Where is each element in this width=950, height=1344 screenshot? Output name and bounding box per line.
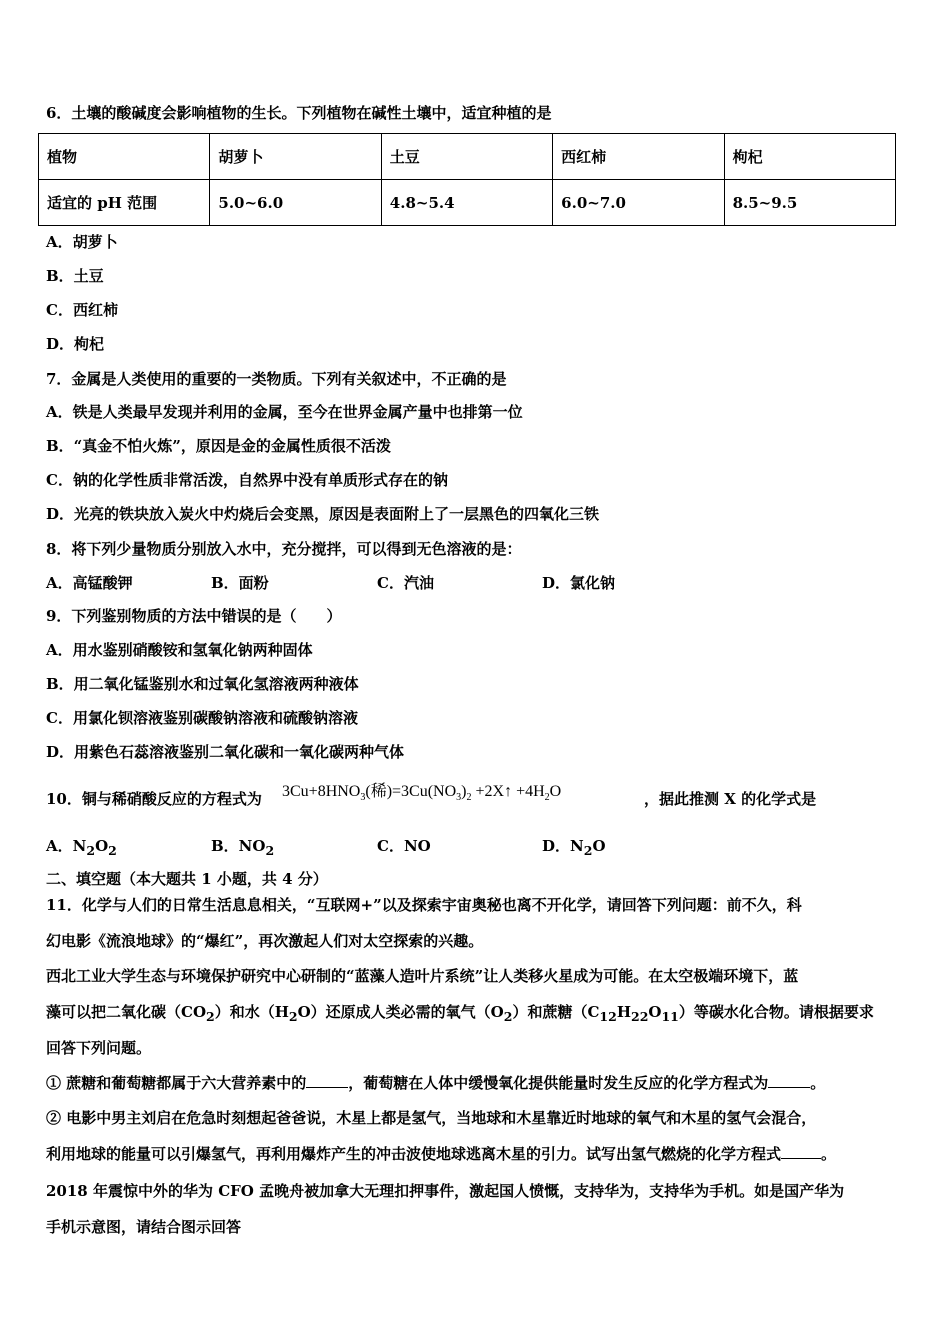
eq-part: O [549,783,562,800]
q6-option-b: B．土豆 [46,267,104,285]
q11-line1: 11．化学与人们的日常生活息息相关，“互联网+”以及探索宇宙奥秘也离不开化学，请回答下列问题：前不久，科 [46,896,802,914]
q9-stem: 9．下列鉴别物质的方法中错误的是（ ） [46,607,342,625]
ph-table [38,133,896,226]
table-cell: 8.5~9.5 [724,180,895,226]
section2-heading: 二、填空题（本大题共 1 小题，共 4 分） [46,870,328,888]
q11-item1 [46,1073,825,1093]
q11-line7: 手机示意图，请结合图示回答 [46,1218,242,1236]
opt-sub: 2 [583,843,593,858]
eq-sub: 3 [360,792,366,804]
opt-text: O [95,837,109,855]
answer-blank[interactable] [781,1158,821,1159]
q10-equation [282,778,561,803]
q8-option-c: C．汽油 [377,574,434,592]
q9-option-b: B．用二氧化锰鉴别水和过氧化氢溶液两种液体 [46,675,359,693]
eq-part: +2X↑ +4H [471,783,545,800]
text: 藻可以把二氧化碳（CO [46,1003,207,1021]
q10-stem-before: 10．铜与稀硝酸反应的方程式为 [46,790,262,808]
table-cell: 枸杞 [724,134,895,180]
q10-option-d [542,835,606,858]
opt-sub: 2 [86,843,96,858]
q9-option-c: C．用氯化钡溶液鉴别碳酸钠溶液和硫酸钠溶液 [46,709,358,727]
opt-text: A．N [46,837,87,855]
table-cell: 适宜的 pH 范围 [39,180,210,226]
table-cell: 西红柿 [553,134,724,180]
q6-option-a: A．胡萝卜 [46,233,118,251]
q11-item2-line1: ② 电影中男主刘启在危急时刻想起爸爸说，木星上都是氢气，当地球和木星靠近时地球的氧气和木星的氢气会混合， [46,1109,817,1127]
eq-sub: 3 [456,792,462,804]
table-cell: 5.0~6.0 [210,180,381,226]
opt-text: O [592,837,606,855]
sub: 2 [288,1009,298,1024]
q6-option-d: D．枸杞 [46,335,105,353]
eq-sub: 2 [466,792,472,804]
q9-option-a: A．用水鉴别硝酸铵和氢氧化钠两种固体 [46,641,313,659]
table-cell: 土豆 [381,134,552,180]
sub: 2 [503,1009,513,1024]
q10-option-b [211,835,274,858]
sub: 11 [661,1009,679,1024]
q9-option-d: D．用紫色石蕊溶液鉴别二氧化碳和一氧化碳两种气体 [46,743,405,761]
opt-text: B．NO [211,837,266,855]
opt-text: C．NO [377,837,431,855]
q10-option-c [377,835,431,856]
q11-line2: 幻电影《流浪地球》的“爆红”，再次激起人们对太空探索的兴趣。 [46,932,484,950]
text: 。 [810,1074,826,1092]
q6-option-c: C．西红柿 [46,301,118,319]
q11-line5: 回答下列问题。 [46,1039,152,1057]
text: O）还原成人类必需的氧气（O [297,1003,504,1021]
q7-option-b: B．“真金不怕火炼”，原因是金的金属性质很不活泼 [46,437,391,455]
q10-option-a [46,835,117,858]
text: ，葡萄糖在人体中缓慢氧化提供能量时发生反应的化学方程式为 [348,1074,769,1092]
text: ）等碳水化合物。请根据要求 [678,1003,874,1021]
q7-option-c: C．钠的化学性质非常活泼，自然界中没有单质形式存在的钠 [46,471,448,489]
eq-part: (稀)=3Cu(NO [365,783,457,800]
text: H [616,1003,631,1021]
opt-sub: 2 [265,843,275,858]
q10-stem-after: ，据此推测 X 的化学式是 [644,790,817,808]
sub: 12 [599,1009,617,1024]
opt-text: D．N [542,837,584,855]
q7-option-a: A．铁是人类最早发现并利用的金属，至今在世界金属产量中也排第一位 [46,403,523,421]
table-cell: 6.0~7.0 [553,180,724,226]
eq-sub: 2 [544,792,550,804]
q8-option-b: B．面粉 [211,574,269,592]
q8-stem: 8．将下列少量物质分别放入水中，充分搅拌，可以得到无色溶液的是： [46,540,522,558]
q8-option-a: A．高锰酸钾 [46,574,133,592]
table-cell: 4.8~5.4 [381,180,552,226]
table-cell: 胡萝卜 [210,134,381,180]
text: 。 [821,1145,837,1163]
table-cell: 植物 [39,134,210,180]
q6-stem: 6．土壤的酸碱度会影响植物的生长。下列植物在碱性土壤中，适宜种植的是 [46,104,552,122]
answer-blank[interactable] [768,1087,810,1088]
answer-blank[interactable] [306,1087,348,1088]
q11-line6: 2018 年震惊中外的华为 CFO 孟晚舟被加拿大无理扣押事件，激起国人愤慨，支持华为，支持华为手机。如是国产华为 [46,1182,845,1200]
text: O [648,1003,662,1021]
text: 利用地球的能量可以引爆氢气，再利用爆炸产生的冲击波使地球逃离木星的引力。试写出氢气燃烧的化学方程式 [46,1145,782,1163]
sub: 2 [206,1009,215,1024]
text: ）和蔗糖（C [512,1003,600,1021]
sub: 22 [631,1009,649,1024]
q11-line4 [46,1002,874,1027]
text: ① 蔗糖和葡萄糖都属于六大营养素中的 [46,1074,307,1092]
q11-line3: 西北工业大学生态与环境保护研究中心研制的“蓝藻人造叶片系统”让人类移火星成为可能。在太空极端环境下，蓝 [46,967,799,985]
opt-sub: 2 [108,843,117,858]
q7-option-d: D．光亮的铁块放入炭火中灼烧后会变黑，原因是表面附上了一层黑色的四氧化三铁 [46,505,600,523]
table-header-row [39,134,896,180]
eq-part: 3Cu+8HNO [282,783,361,800]
q8-option-d: D．氯化钠 [542,574,616,592]
text: ）和水（H [214,1003,289,1021]
q11-item2-line2 [46,1144,836,1164]
q7-stem: 7．金属是人类使用的重要的一类物质。下列有关叙述中，不正确的是 [46,370,507,388]
table-row [39,180,896,226]
eq-part: ) [461,783,467,800]
